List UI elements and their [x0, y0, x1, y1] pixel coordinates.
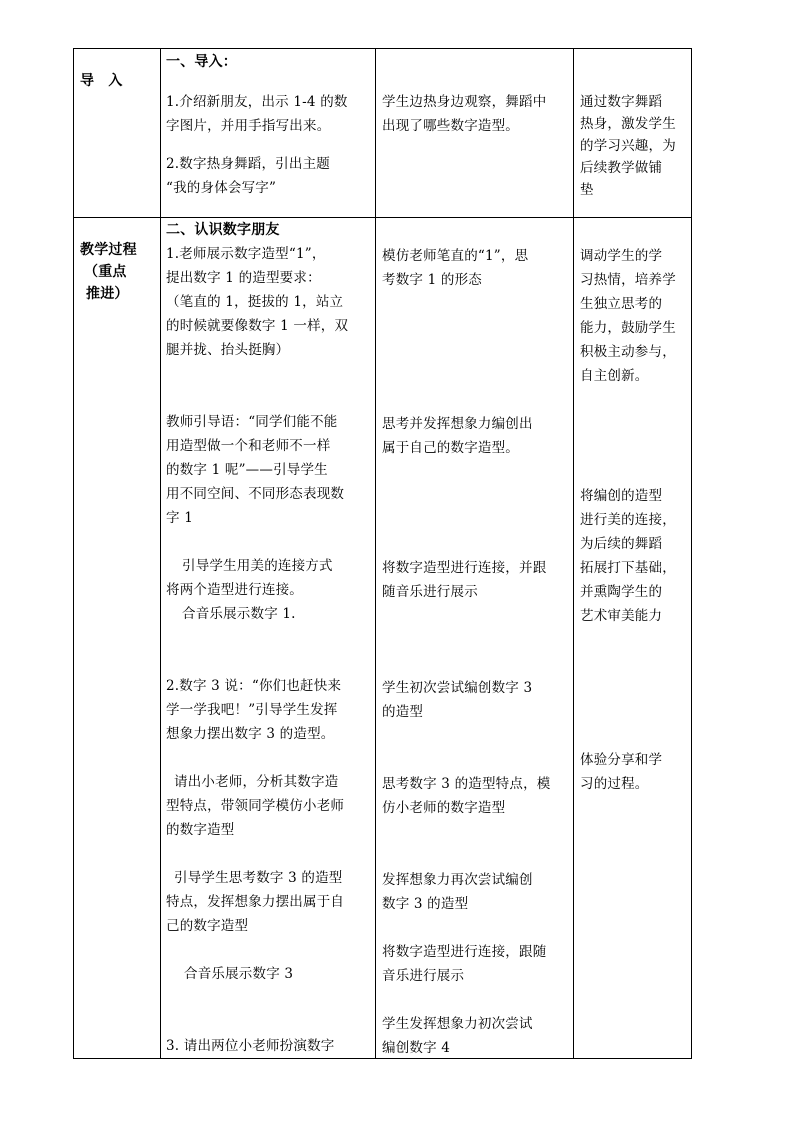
intent-line: 体验分享和学	[580, 752, 663, 768]
student-line: 数字 3 的造型	[382, 896, 469, 912]
intent-line: 将编创的造型	[580, 488, 663, 504]
teacher-line: 将两个造型进行连接。	[166, 582, 303, 598]
table-border-top	[73, 48, 692, 49]
teacher-line: 1.老师展示数字造型“1”，	[166, 246, 326, 262]
teacher-line: 合音乐展示数字 3	[184, 966, 294, 982]
intent-line: 并熏陶学生的	[580, 584, 663, 600]
section-heading-process: 二、认识数字朋友	[166, 222, 280, 238]
student-line: 音乐进行展示	[382, 968, 465, 984]
teacher-line: 字 1	[166, 510, 193, 526]
teacher-line: 己的数字造型	[166, 918, 249, 934]
stage-label-process: （重点	[84, 264, 127, 280]
intent-line: 调动学生的学	[580, 248, 663, 264]
intent-line: 后续教学做铺	[580, 160, 663, 176]
student-line: 的造型	[382, 704, 424, 720]
student-line: 模仿老师笔直的“1”，思	[382, 248, 529, 264]
teacher-line: 引导学生思考数字 3 的造型	[174, 870, 343, 886]
student-line: 学生初次尝试编创数字 3	[382, 680, 533, 696]
intent-line: 为后续的舞蹈	[580, 536, 663, 552]
intent-line: 艺术审美能力	[580, 608, 663, 624]
student-line: 发挥想象力再次尝试编创	[382, 872, 533, 888]
intent-line: 垫	[580, 182, 594, 198]
teacher-line: 2.数字热身舞蹈，引出主题	[166, 156, 330, 172]
student-line: 思考并发挥想象力编创出	[382, 416, 533, 432]
teacher-line: 的数字 1 呢”——引导学生	[166, 462, 328, 478]
teacher-line: 教师引导语：“同学们能不能	[166, 414, 338, 430]
table-divider-1	[160, 48, 161, 1059]
intent-line: 热身，激发学生	[580, 116, 676, 132]
teacher-line: 特点，发挥想象力摆出属于自	[166, 894, 345, 910]
student-line: 编创数字 4	[382, 1040, 451, 1056]
teacher-line: 字图片，并用手指写出来。	[166, 118, 331, 134]
intent-line: 自主创新。	[580, 368, 649, 384]
teacher-line: 的数字造型	[166, 822, 235, 838]
teacher-line: （笔直的 1，挺拔的 1，站立	[166, 294, 344, 310]
teacher-line: 2.数字 3 说：“你们也赶快来	[166, 678, 342, 694]
table-border-left	[73, 48, 74, 1059]
teacher-line: 3. 请出两位小老师扮演数字	[166, 1038, 335, 1054]
table-divider-2	[375, 48, 376, 1059]
teacher-line: “我的身体会写字”	[166, 180, 277, 196]
teacher-line: 学一学我吧！”引导学生发挥	[166, 702, 338, 718]
teacher-line: 请出小老师，分析其数字造	[174, 774, 339, 790]
teacher-line: 1.介绍新朋友，出示 1-4 的数	[166, 94, 348, 110]
table-divider-3	[573, 48, 574, 1059]
student-line: 将数字造型进行连接，并跟	[382, 560, 547, 576]
intent-line: 进行美的连接，	[580, 512, 676, 528]
teacher-line: 的时候就要像数字 1 一样，双	[166, 318, 349, 334]
teacher-line: 用不同空间、不同形态表现数	[166, 486, 345, 502]
intent-line: 拓展打下基础，	[580, 560, 676, 576]
intent-line: 的学习兴趣，为	[580, 138, 676, 154]
stage-label-intro: 导 入	[80, 73, 123, 89]
student-line: 思考数字 3 的造型特点，模	[382, 776, 551, 792]
intent-line: 习热情，培养学	[580, 272, 676, 288]
teacher-line: 引导学生用美的连接方式	[182, 558, 333, 574]
student-line: 仿小老师的数字造型	[382, 800, 506, 816]
student-line: 出现了哪些数字造型。	[382, 118, 519, 134]
table-border-right	[691, 48, 692, 1059]
stage-label-process: 教学过程	[80, 242, 137, 258]
student-line: 随音乐进行展示	[382, 584, 478, 600]
teacher-line: 用造型做一个和老师不一样	[166, 438, 331, 454]
student-line: 学生边热身边观察，舞蹈中	[382, 94, 547, 110]
stage-label-process: 推进）	[86, 286, 129, 302]
teacher-line: 型特点，带领同学模仿小老师	[166, 798, 345, 814]
intent-line: 通过数字舞蹈	[580, 94, 663, 110]
student-line: 学生发挥想象力初次尝试	[382, 1016, 533, 1032]
teacher-line: 合音乐展示数字 1.	[182, 606, 296, 622]
teacher-line: 提出数字 1 的造型要求：	[166, 270, 321, 286]
intent-line: 习的过程。	[580, 776, 649, 792]
student-line: 将数字造型进行连接，跟随	[382, 944, 547, 960]
student-line: 属于自己的数字造型。	[382, 440, 519, 456]
intent-line: 能力，鼓励学生	[580, 320, 676, 336]
student-line: 考数字 1 的形态	[382, 272, 482, 288]
teacher-line: 想象力摆出数字 3 的造型。	[166, 726, 335, 742]
section-heading-intro: 一、导入：	[166, 54, 237, 70]
intent-line: 积极主动参与，	[580, 344, 676, 360]
intent-line: 生独立思考的	[580, 296, 663, 312]
teacher-line: 腿并拢、抬头挺胸）	[166, 342, 290, 358]
